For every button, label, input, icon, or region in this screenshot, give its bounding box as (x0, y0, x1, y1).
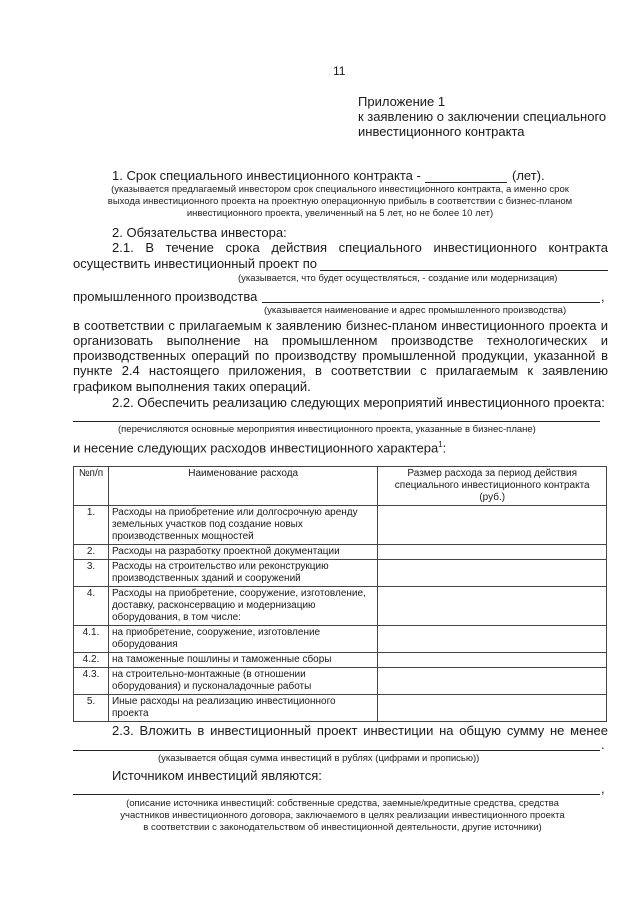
project-blank-line (320, 270, 608, 271)
row-name: Расходы на строительство или реконструкцию производственных зданий и сооружений (108, 560, 377, 587)
table-row (74, 653, 607, 668)
appendix-subtitle-1: к заявлению о заключении специального (358, 109, 607, 124)
body-line-2: организовать выполнение на промышленном производстве технологических и (73, 333, 608, 348)
row-number: 4.1. (74, 626, 109, 653)
appendix-title: Приложение 1 (358, 94, 446, 109)
project-note: (указывается, что будет осуществляться, - создание или модернизация) (238, 273, 558, 284)
expenses-intro (73, 440, 446, 455)
row-value[interactable] (378, 506, 607, 545)
sources-comma: , (601, 781, 605, 796)
col-amount-header-line-1: Размер расхода за период действия (407, 468, 577, 479)
table-row (74, 626, 607, 653)
row-name: Расходы на приобретение или долгосрочную аренду земельных участков под создание новых производственных мощностей (108, 506, 377, 545)
row-value[interactable] (378, 695, 607, 722)
term-note-2: выхода инвестиционного проекта на проектную операционную прибыль в соответствии с бизнес-планом (107, 196, 573, 207)
col-amount-header-line-2: специального инвестиционного контракта (394, 480, 590, 491)
table-row (74, 587, 607, 626)
body-line-4: пункте 2.4 настоящего приложения, в соответствии с прилагаемым к заявлению (73, 363, 608, 378)
row-value[interactable] (378, 626, 607, 653)
row-number: 1. (74, 506, 109, 545)
section-2-heading: 2. Обязательства инвестора: (112, 225, 287, 240)
col-amount-header-line-3: (руб.) (479, 492, 506, 503)
section-1-term: 1. Срок специального инвестиционного контракта - (112, 168, 421, 183)
row-value[interactable] (378, 668, 607, 695)
col-amount-header (378, 467, 607, 506)
section-2-1-line-3: промышленного производства (73, 289, 258, 304)
section-2-2: 2.2. Обеспечить реализацию следующих мероприятий инвестиционного проекта: (112, 395, 605, 410)
row-name: Иные расходы на реализацию инвестиционного проекта (108, 695, 377, 722)
term-note-1: (указывается предлагаемый инвестором срок специального инвестиционного контракта, а именно срок (111, 184, 569, 195)
section-2-1-line-1: 2.1. В течение срока действия специального инвестиционного контракта (112, 240, 608, 255)
investment-note: (указывается общая сумма инвестиций в рублях (цифрами и прописью)) (158, 753, 480, 764)
section-2-1-line-2: осуществить инвестиционный проект по (73, 256, 318, 271)
table-row (74, 668, 607, 695)
measures-note: (перечисляются основные мероприятия инвестиционного проекта, указанные в бизнес-плане) (118, 424, 536, 435)
investment-blank-line (73, 750, 600, 751)
footnote-mark: 1 (438, 440, 443, 449)
sources-note-1: (описание источника инвестиций: собственные средства, заемные/кредитные средства, средства (126, 798, 559, 809)
production-note: (указывается наименование и адрес промышленного производства) (264, 305, 567, 316)
measures-blank-line (73, 421, 600, 422)
page-number: 11 (333, 64, 346, 78)
row-value[interactable] (378, 545, 607, 560)
row-value[interactable] (378, 587, 607, 626)
sources-blank-line (73, 794, 600, 795)
appendix-header (358, 94, 618, 139)
section-2-3-line-1: 2.3. Вложить в инвестиционный проект инвестиции на общую сумму не менее (112, 723, 608, 738)
row-number: 4.3. (74, 668, 109, 695)
production-blank-line (262, 302, 600, 303)
investment-sources-label: Источником инвестиций являются: (112, 768, 322, 783)
body-line-5: графиком выполнения таких операций. (73, 379, 311, 394)
row-number: 5. (74, 695, 109, 722)
row-number: 3. (74, 560, 109, 587)
table-row (74, 695, 607, 722)
row-name: на таможенные пошлины и таможенные сборы (108, 653, 377, 668)
term-unit: (лет). (512, 168, 545, 183)
col-number-header: №п/п (74, 467, 109, 506)
row-number: 4.2. (74, 653, 109, 668)
col-name-header: Наименование расхода (108, 467, 377, 506)
appendix-subtitle-2: инвестиционного контракта (358, 124, 525, 139)
term-blank-line (425, 182, 507, 183)
body-line-1: в соответствии с прилагаемым к заявлению бизнес-планом инвестиционного проекта и (73, 318, 608, 333)
row-name: Расходы на приобретение, сооружение, изготовление, доставку, расконсервацию и модернизацию оборудования, в том числе: (108, 587, 377, 626)
table-row (74, 545, 607, 560)
row-value[interactable] (378, 653, 607, 668)
expenses-table (73, 466, 607, 722)
sources-note-2: участников инвестиционного договора, заключаемого в целях реализации инвестиционного проекта (120, 810, 565, 821)
row-value[interactable] (378, 560, 607, 587)
expenses-intro-text: и несение следующих расходов инвестиционного характера (73, 440, 439, 456)
row-number: 4. (74, 587, 109, 626)
expenses-intro-colon: : (442, 440, 447, 456)
term-note-3: инвестиционного проекта, увеличенный на 5 лет, но не более 10 лет) (186, 208, 494, 219)
investment-dot: . (601, 737, 605, 752)
production-comma: , (601, 289, 605, 304)
table-row (74, 506, 607, 545)
row-number: 2. (74, 545, 109, 560)
row-name: Расходы на разработку проектной документации (108, 545, 377, 560)
body-line-3: производственных операций по производству промышленной продукции, указанной в (73, 348, 608, 363)
table-header-row (74, 467, 607, 506)
sources-note-3: в соответствии с законодательством об инвестиционной деятельности, другие источники) (143, 822, 542, 833)
row-name: на строительно-монтажные (в отношении оборудования) и пусконаладочные работы (108, 668, 377, 695)
row-name: на приобретение, сооружение, изготовление оборудования (108, 626, 377, 653)
table-row (74, 560, 607, 587)
